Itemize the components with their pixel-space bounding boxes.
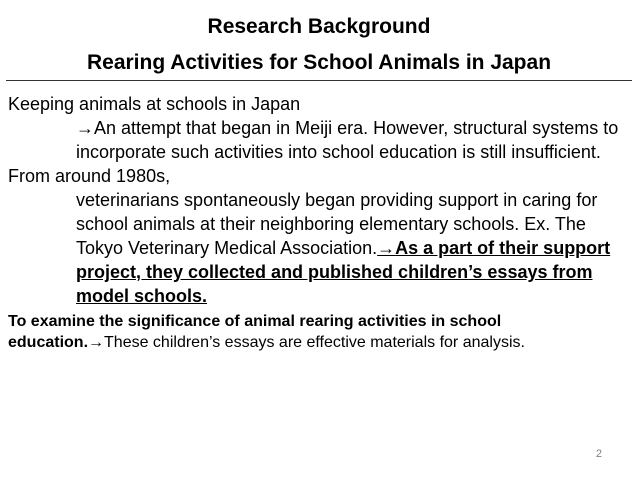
- slide-subtitle: Rearing Activities for School Animals in Japan: [86, 51, 552, 74]
- section2-heading: From around 1980s,: [8, 166, 171, 186]
- slide-body: [8, 92, 628, 353]
- section1-point-text: An attempt that began in Meiji era. However, structural systems to incorporate such activities into school education is still insufficient.: [76, 118, 619, 162]
- conclusion-normal-text: These children’s essays are effective materials for analysis.: [104, 333, 525, 351]
- arrow-icon: →: [88, 333, 105, 351]
- section2-point: [8, 188, 628, 308]
- arrow-icon: →: [377, 238, 396, 258]
- section2-highlight-text: As a part of their support project, they collected and published children’s essays from model schools.: [76, 238, 611, 306]
- conclusion: [8, 312, 618, 353]
- title-divider: [6, 80, 632, 81]
- arrow-icon: →: [76, 118, 94, 138]
- conclusion-bold-text: To examine the significance of animal rearing activities in school education.: [8, 313, 502, 351]
- page-number: 2: [595, 448, 602, 460]
- section1-point: [8, 116, 628, 164]
- section1-heading: Keeping animals at schools in Japan: [8, 94, 301, 114]
- section2-point-text: veterinarians spontaneously began providing support in caring for school animals at their neighboring elementary schools. Ex. The Tokyo Veterinary Medical Association.: [76, 190, 598, 258]
- slide-title: Research Background: [207, 15, 431, 38]
